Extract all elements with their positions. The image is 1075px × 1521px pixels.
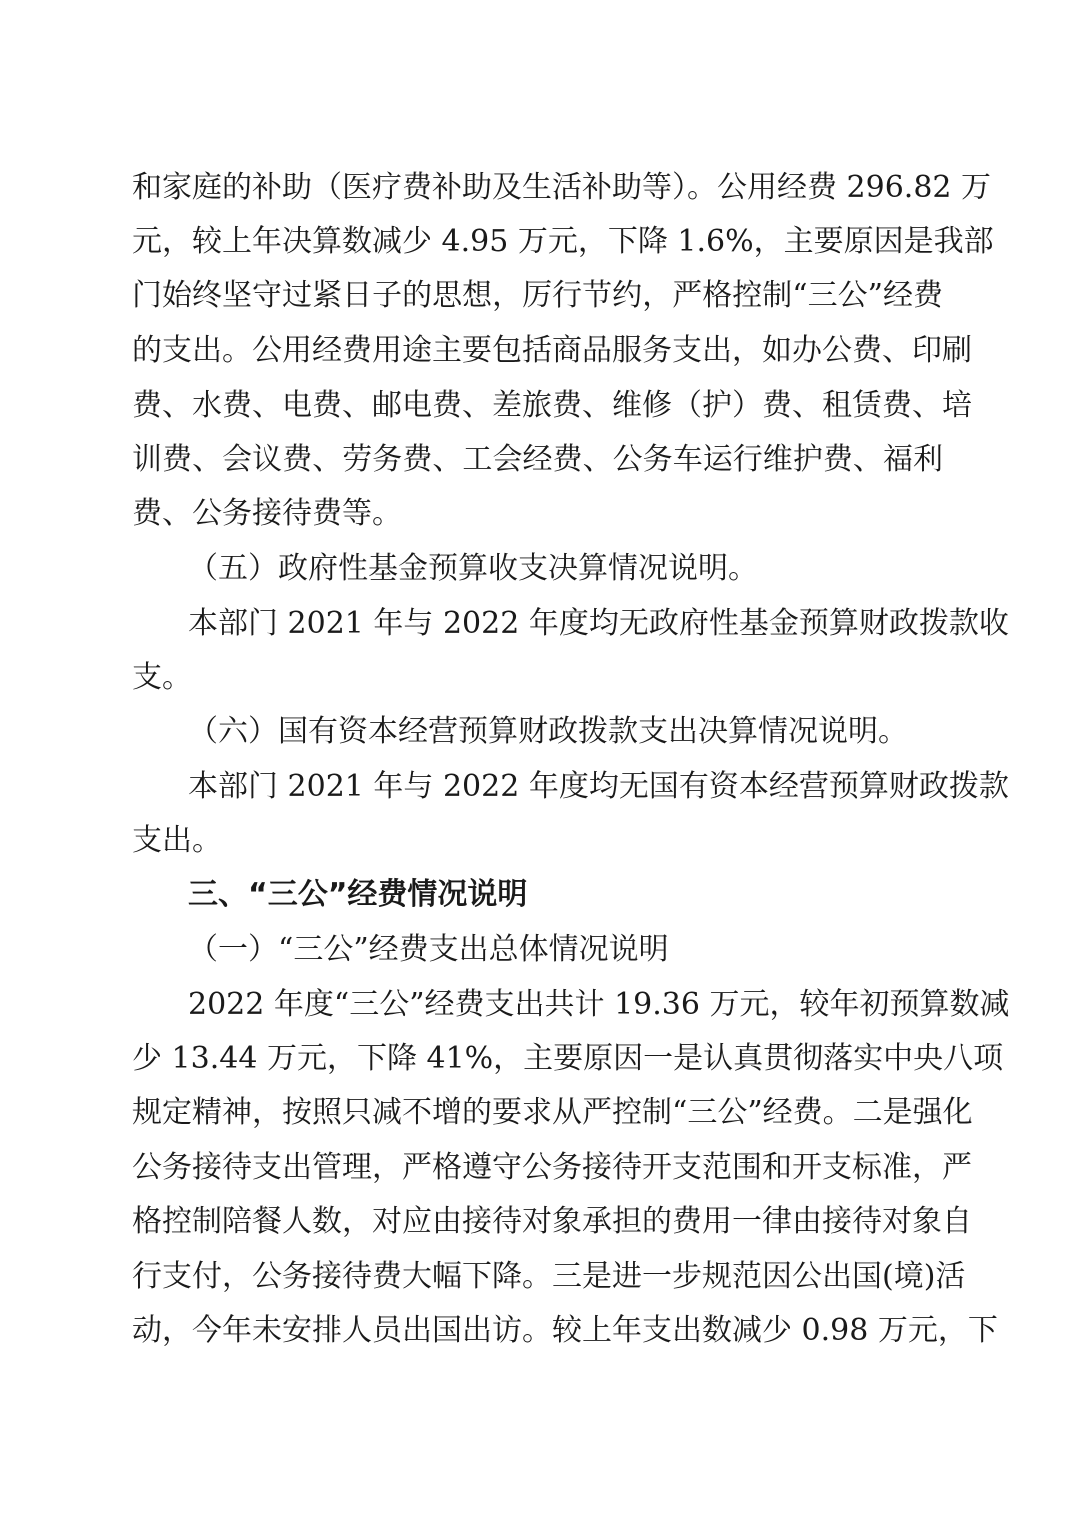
section-heading: （六）国有资本经营预算财政拨款支出决算情况说明。 xyxy=(188,714,908,749)
body-text-line: 本部门 2021 年与 2022 年度均无国有资本经营预算财政拨款 xyxy=(188,769,1009,804)
body-text-line: 动，今年未安排人员出国出访。较上年支出数减少 0.98 万元，下 xyxy=(132,1313,998,1348)
body-text-line: 格控制陪餐人数，对应由接待对象承担的费用一律由接待对象自 xyxy=(132,1204,972,1239)
body-text-line: 费、公务接待费等。 xyxy=(132,496,402,531)
section-heading: （一）“三公”经费支出总体情况说明 xyxy=(188,932,669,967)
body-text-line: 的支出。公用经费用途主要包括商品服务支出，如办公费、印刷 xyxy=(132,333,972,368)
section-heading: （五）政府性基金预算收支决算情况说明。 xyxy=(188,551,758,586)
body-text-line: 训费、会议费、劳务费、工会经费、公务车运行维护费、福利 xyxy=(132,442,943,477)
body-text-line: 门始终坚守过紧日子的思想，厉行节约，严格控制“三公”经费 xyxy=(132,278,943,313)
body-text-line: 和家庭的补助（医疗费补助及生活补助等）。公用经费 296.82 万 xyxy=(132,170,992,205)
body-text-line: 支出。 xyxy=(132,823,222,858)
body-text-line: 行支付，公务接待费大幅下降。三是进一步规范因公出国(境)活 xyxy=(132,1259,966,1294)
body-text-line: 费、水费、电费、邮电费、差旅费、维修（护）费、租赁费、培 xyxy=(132,388,972,423)
body-text-line: 本部门 2021 年与 2022 年度均无政府性基金预算财政拨款收 xyxy=(188,606,1009,641)
chapter-heading: 三、“三公”经费情况说明 xyxy=(188,877,528,912)
body-text-line: 2022 年度“三公”经费支出共计 19.36 万元，较年初预算数减 xyxy=(188,987,1010,1022)
body-text-line: 少 13.44 万元，下降 41%，主要原因一是认真贯彻落实中央八项 xyxy=(132,1041,1004,1076)
body-text-line: 公务接待支出管理，严格遵守公务接待开支范围和开支标准，严 xyxy=(132,1150,972,1185)
body-text-line: 规定精神，按照只减不增的要求从严控制“三公”经费。二是强化 xyxy=(132,1095,973,1130)
body-text-line: 元，较上年决算数减少 4.95 万元，下降 1.6%，主要原因是我部 xyxy=(132,224,994,259)
body-text-line: 支。 xyxy=(132,660,192,695)
